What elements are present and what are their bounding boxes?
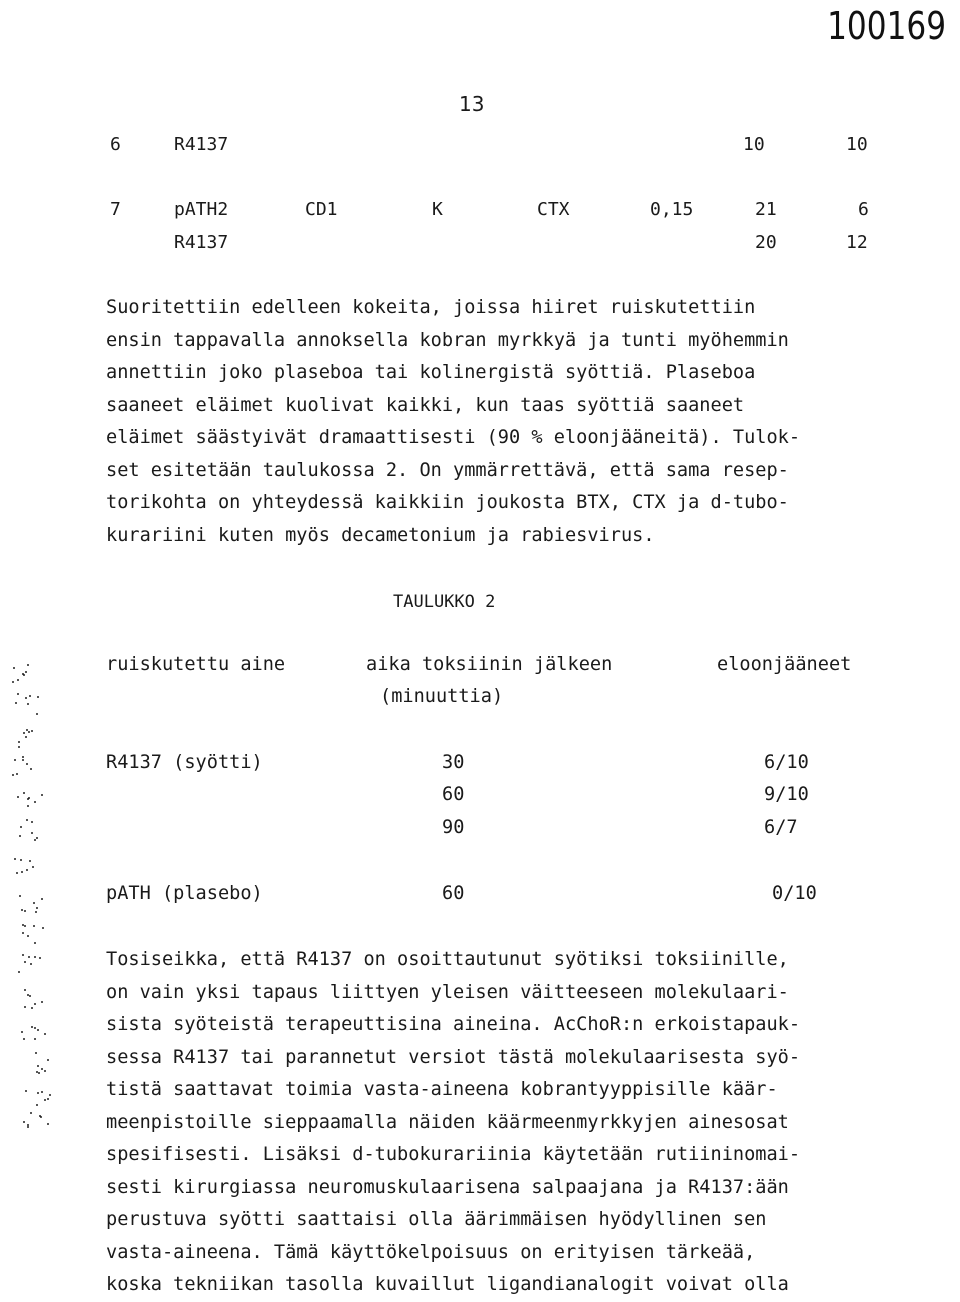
margin-dot	[47, 1098, 49, 1100]
margin-dot	[25, 697, 27, 699]
margin-dot	[22, 673, 24, 675]
agent-cell: R4137	[174, 134, 229, 155]
agent-cell: pATH (plasebo)	[106, 883, 263, 904]
text-line: on vain yksi tapaus liittyen yleisen väitteeseen molekulaari-	[106, 981, 789, 1003]
code-cell: K	[432, 199, 443, 220]
survivors-cell: 6/10	[764, 752, 809, 773]
margin-dot	[24, 961, 26, 963]
time-cell: 60	[442, 883, 465, 904]
text-line: spesifisesti. Lisäksi d-tubokurariinia käytetään rutiininomai-	[106, 1144, 801, 1165]
toxin-cell: CTX	[537, 199, 570, 220]
margin-dot	[20, 826, 22, 828]
margin-dot	[30, 768, 32, 770]
margin-dot	[19, 895, 21, 897]
value-cell: 21	[755, 199, 777, 220]
margin-dot	[40, 1116, 42, 1118]
margin-dot	[12, 774, 14, 776]
margin-dot	[16, 872, 18, 874]
text-line: koska tekniikan tasolla kuvaillut ligandianalogit voivat olla	[106, 1274, 789, 1295]
margin-dot	[34, 801, 36, 803]
margin-dot	[18, 746, 20, 748]
margin-dot	[17, 679, 19, 681]
margin-dot	[25, 671, 27, 673]
margin-dot	[29, 995, 31, 997]
margin-dot	[41, 794, 43, 796]
margin-dot	[25, 736, 27, 738]
margin-dot	[29, 695, 31, 697]
margin-dot	[22, 924, 24, 926]
margin-dot	[16, 773, 18, 775]
table-title: TAULUKKO 2	[393, 592, 496, 612]
margin-dot	[19, 835, 21, 837]
time-cell: 30	[442, 752, 465, 773]
margin-dot	[29, 860, 31, 862]
header-agent: ruiskutettu aine	[106, 654, 286, 675]
margin-dot	[21, 909, 23, 911]
margin-dot	[27, 935, 29, 937]
margin-dot	[15, 702, 17, 704]
margin-dot	[36, 713, 38, 715]
survivors-cell: 6/7	[764, 817, 798, 838]
text-line: Tosiseikka, että R4137 on osoittautunut syötiksi toksiinille,	[106, 949, 789, 970]
margin-dot	[41, 1001, 43, 1003]
agent-cell: R4137	[174, 232, 229, 253]
margin-dot	[35, 911, 37, 913]
margin-dot	[44, 1099, 46, 1101]
margin-dot	[27, 805, 29, 807]
margin-dot	[28, 797, 30, 799]
margin-dot	[35, 1052, 37, 1054]
margin-dot	[20, 859, 22, 861]
value-cell: 6	[858, 199, 869, 220]
margin-dot	[31, 821, 33, 823]
value-cell: 12	[846, 232, 868, 253]
margin-dot	[41, 1068, 43, 1070]
margin-dot	[44, 1033, 46, 1035]
margin-dot	[34, 1038, 36, 1040]
margin-dot	[49, 1094, 51, 1096]
text-line: tistä saattavat toimia vasta-aineena kobrantyyppisille käär-	[106, 1079, 778, 1100]
margin-dot	[12, 681, 14, 683]
margin-dot	[42, 927, 44, 929]
patent-number: 100169	[827, 4, 946, 48]
margin-dot	[24, 1006, 26, 1008]
value-cell: 10	[743, 134, 765, 155]
text-line: sesti kirurgiassa neuromuskulaarisena salpaajana ja R4137:ään	[106, 1176, 789, 1198]
margin-dot	[37, 1092, 39, 1094]
margin-dot	[21, 871, 23, 873]
time-cell: 90	[442, 817, 465, 838]
margin-dot	[28, 956, 30, 958]
row-number: 6	[110, 134, 121, 155]
margin-dot	[13, 667, 15, 669]
margin-dot	[27, 664, 29, 666]
text-line: sessa R4137 tai parannetut versiot tästä molekulaarisesta syö-	[106, 1046, 801, 1068]
margin-dot	[36, 907, 38, 909]
margin-dot	[37, 1065, 39, 1067]
margin-dot	[33, 925, 35, 927]
margin-dot	[27, 994, 29, 996]
margin-dot	[22, 954, 24, 956]
margin-dot	[34, 942, 36, 944]
margin-dot	[36, 1104, 38, 1106]
margin-dot	[41, 898, 43, 900]
margin-dot	[34, 839, 36, 841]
margin-dot	[22, 932, 24, 934]
paragraph-2	[106, 944, 926, 1302]
margin-dot	[22, 759, 24, 761]
margin-dot	[27, 1126, 29, 1128]
margin-dot	[34, 956, 36, 958]
text-line: saaneet eläimet kuolivat kaikki, kun taas syöttiä saaneet	[106, 394, 745, 416]
margin-dot	[30, 963, 32, 965]
margin-dot	[32, 866, 34, 868]
margin-dot	[41, 1091, 43, 1093]
margin-dot	[17, 693, 19, 695]
margin-dot	[31, 832, 33, 834]
margin-dot	[47, 1123, 49, 1125]
margin-dot-pattern	[0, 650, 60, 1170]
agent-cell: pATH2	[174, 199, 229, 220]
margin-dot	[21, 1031, 23, 1033]
text-line: annettiin joko plaseboa tai kolinergistä syöttiä. Plaseboa	[106, 362, 756, 383]
margin-dot	[27, 703, 29, 705]
survivors-cell: 0/10	[772, 883, 817, 904]
agent-cell: R4137 (syötti)	[106, 752, 263, 773]
text-line: eläimet säästyivät dramaattisesti (90 % eloonjääneitä). Tulok-	[106, 427, 801, 448]
margin-dot	[23, 1121, 25, 1123]
margin-dot	[14, 759, 16, 761]
margin-dot	[47, 1059, 49, 1061]
page-number: 13	[459, 92, 485, 116]
strain-cell: CD1	[305, 199, 338, 220]
text-line: vasta-aineena. Tämä käyttökelpoisuus on erityisen tärkeää,	[106, 1241, 756, 1263]
value-cell: 20	[755, 232, 777, 253]
margin-dot	[18, 741, 20, 743]
margin-dot	[37, 1029, 39, 1031]
margin-dot	[39, 957, 41, 959]
margin-dot	[31, 1026, 33, 1028]
margin-dot	[26, 869, 28, 871]
margin-dot	[24, 925, 26, 927]
value-cell: 10	[846, 134, 868, 155]
text-line: set esitetään taulukossa 2. On ymmärrettävä, että sama resep-	[106, 459, 789, 481]
margin-dot	[38, 1072, 40, 1074]
row-number: 7	[110, 199, 121, 220]
header-time: aika toksiinin jälkeen	[366, 654, 613, 675]
margin-dot	[23, 1038, 25, 1040]
margin-dot	[17, 796, 19, 798]
header-time-unit: (minuuttia)	[380, 686, 504, 707]
text-line: Suoritettiin edelleen kokeita, joissa hiiret ruiskutettiin	[106, 297, 756, 318]
margin-dot	[22, 756, 24, 758]
margin-dot	[33, 902, 35, 904]
margin-dot	[26, 763, 28, 765]
text-line: sista syöteistä terapeuttisina aineina. AcChoR:n erkoistapauk-	[106, 1014, 801, 1035]
margin-dot	[24, 989, 26, 991]
time-cell: 60	[442, 784, 465, 805]
paragraph-1	[106, 292, 926, 552]
margin-dot	[36, 837, 38, 839]
margin-dot	[23, 792, 25, 794]
text-line: meenpistoille sieppaamalla näiden käärmeenmyrkkyjen ainesosat	[106, 1111, 789, 1133]
survivors-cell: 9/10	[764, 784, 809, 805]
text-line: ensin tappavalla annoksella kobran myrkkyä ja tunti myöhemmin	[106, 329, 789, 351]
text-line: kurariini kuten myös decametonium ja rabiesvirus.	[106, 524, 655, 546]
margin-dot	[44, 1070, 46, 1072]
margin-dot	[26, 819, 28, 821]
margin-dot	[30, 1112, 32, 1114]
margin-dot	[14, 858, 16, 860]
margin-dot	[25, 1090, 27, 1092]
header-survivors: eloonjääneet	[717, 654, 852, 675]
margin-dot	[18, 971, 20, 973]
dose-cell: 0,15	[650, 199, 694, 220]
margin-dot	[24, 910, 26, 912]
margin-dot	[34, 1027, 36, 1029]
text-line: perustuva syötti saattaisi olla äärimmäisen hyödyllinen sen	[106, 1209, 767, 1230]
margin-dot	[34, 1003, 36, 1005]
margin-dot	[37, 696, 39, 698]
margin-dot	[28, 731, 30, 733]
text-line: torikohta on yhteydessä kaikkiin joukosta BTX, CTX ja d-tubo-	[106, 492, 789, 513]
margin-dot	[31, 1007, 33, 1009]
margin-dot	[23, 732, 25, 734]
margin-dot	[31, 730, 33, 732]
